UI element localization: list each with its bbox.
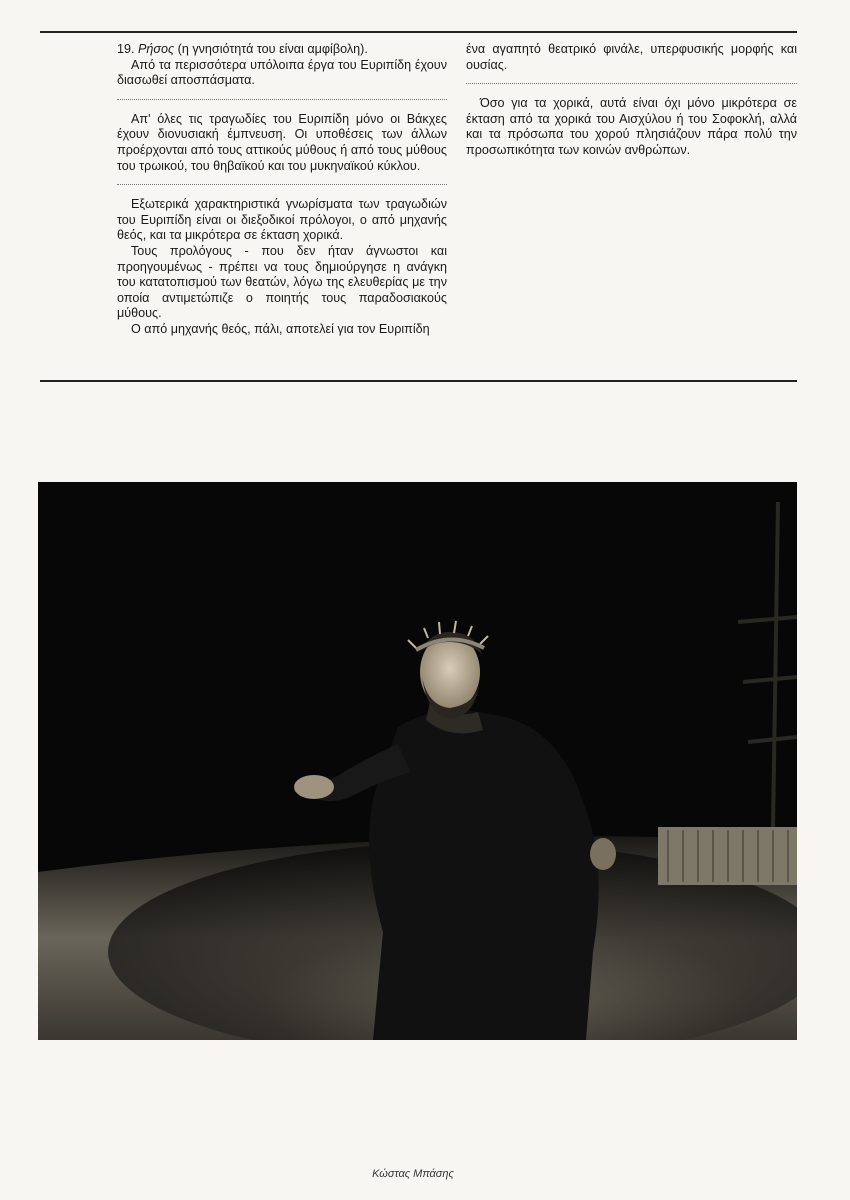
photo-caption: Κώστας Μπάσης — [372, 1168, 454, 1180]
stage-photo — [38, 482, 797, 1040]
paragraph: Εξωτερικά χαρακτηριστικά γνωρίσματα των τραγωδιών του Ευριπίδη είναι οι διεξοδικοί πρόλογοι, ο από μηχανής θεός, και τα μικρότερα σε έκταση χορικά. — [117, 197, 447, 243]
dotted-separator — [466, 83, 797, 84]
paragraph: Τους προλόγους - που δεν ήταν άγνωστοι και προηγουμένως - πρέπει να τους δημιούργησε η ανάγκη του κατατοπισμού των θεατών, λόγω της ελευθερίας με την οποία αντιμετώπιζε ο ποιητής τους παραδοσιακούς μύθους. — [117, 243, 447, 321]
item-19-heading — [117, 42, 447, 58]
paragraph: Ο από μηχανής θεός, πάλι, αποτελεί για τον Ευριπίδη — [131, 321, 430, 336]
paragraph: Όσο για τα χορικά, αυτά είναι όχι μόνο μικρότερα σε έκταση από τα χορικά του Αισχύλου ή του Σοφοκλή, αλλά και τα πρόσωπα του χορού πλησιάζουν πάρα πολύ την προσωπικότητα των κοινών ανθρώπων. — [466, 96, 797, 157]
actor-illustration — [38, 482, 797, 1040]
dotted-separator — [117, 184, 447, 185]
item-number: 19. — [117, 42, 135, 56]
paragraph: ένα αγαπητό θεατρικό φινάλε, υπερφυσικής μορφής και ουσίας. — [466, 42, 797, 72]
item-title-note: (η γνησιότητά του είναι αμφίβολη). — [174, 42, 368, 56]
middle-rule — [40, 380, 797, 382]
top-rule — [40, 31, 797, 33]
left-column — [117, 42, 447, 338]
paragraph: Απ' όλες τις τραγωδίες του Ευριπίδη μόνο οι Βάκχες έχουν διονυσιακή έμπνευση. Οι υποθέσεις των άλλων προέρχονται από τους αττικούς μύθους ή από τους μύθους του τρωικού, του θηβαϊκού και του μυκηναϊκού κύκλου. — [117, 111, 447, 173]
paragraph: Από τα περισσότερα υπόλοιπα έργα του Ευριπίδη έχουν διασωθεί αποσπάσματα. — [117, 57, 447, 88]
item-title: Ρήσος — [138, 42, 175, 56]
right-column — [466, 42, 797, 159]
dotted-separator — [117, 99, 447, 100]
